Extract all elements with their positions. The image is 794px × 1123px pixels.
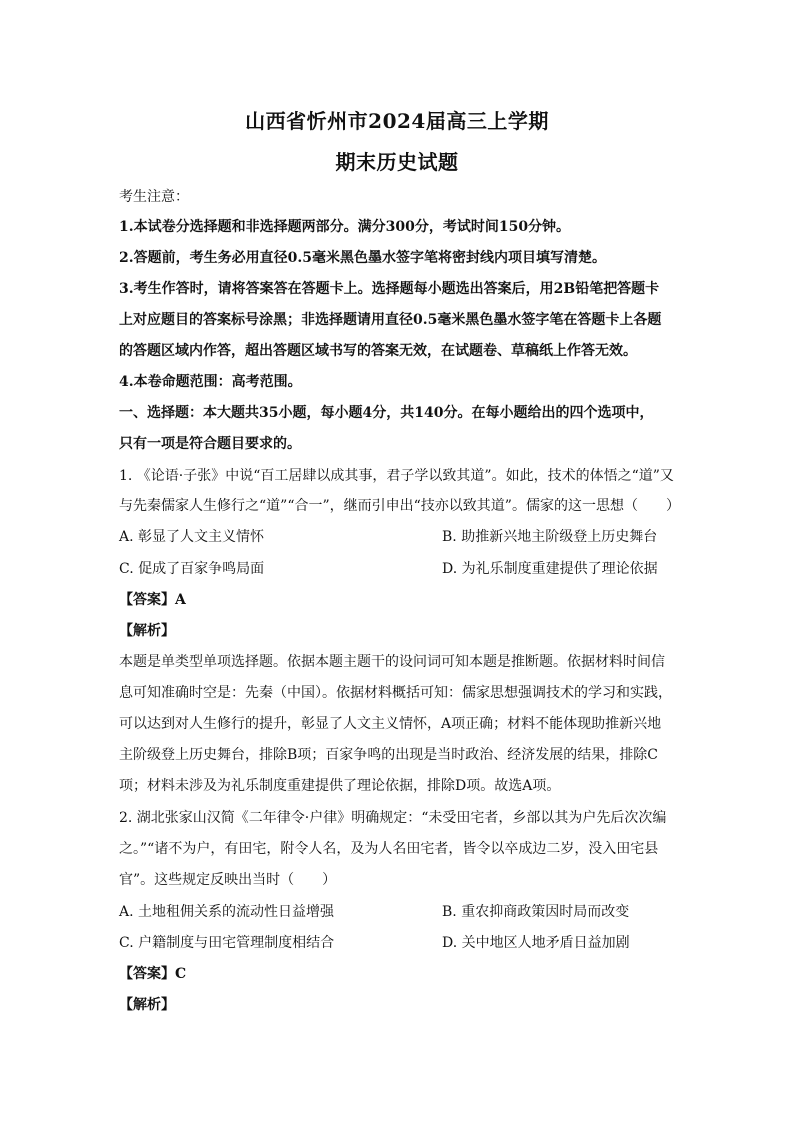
question-1-analysis-line: 本题是单类型单项选择题。依据本题主题干的设问词可知本题是推断题。依据材料时间信 bbox=[119, 654, 665, 670]
question-1-answer: 【答案】A bbox=[119, 592, 186, 608]
question-1-option-c: C. 促成了百家争鸣局面 bbox=[119, 561, 265, 577]
notice-item: 1.本试卷分选择题和非选择题两部分。满分300分，考试时间150分钟。 bbox=[119, 219, 571, 235]
question-1-stem: 1. 《论语·子张》中说“百工居肆以成其事，君子学以致其道”。如此，技术的体悟之“道”又 bbox=[119, 468, 674, 484]
notice-item: 上对应题目的答案标号涂黑；非选择题请用直径0.5毫米黑色墨水签字笔在答题卡上各题 bbox=[119, 312, 662, 328]
question-1-analysis-line: 息可知准确时空是：先秦（中国）。依据材料概括可知：儒家思想强调技术的学习和实践， bbox=[119, 685, 672, 701]
question-2-option-b: B. 重农抑商政策因时局而改变 bbox=[442, 904, 630, 920]
document-title: 山西省忻州市2024届高三上学期 bbox=[245, 109, 549, 133]
question-1-stem-cont: 与先秦儒家人生修行之“道”“合一”，继而引申出“技亦以致其道”。儒家的这一思想（ ） bbox=[119, 498, 680, 514]
question-2-option-a: A. 土地租佣关系的流动性日益增强 bbox=[119, 904, 335, 920]
notice-item: 2.答题前，考生务必用直径0.5毫米黑色墨水签字笔将密封线内项目填写清楚。 bbox=[119, 250, 606, 266]
question-2-option-c: C. 户籍制度与田宅管理制度相结合 bbox=[119, 935, 335, 951]
question-2-option-d: D. 关中地区人地矛盾日益加剧 bbox=[442, 935, 630, 951]
section-heading-cont: 只有一项是符合题目要求的。 bbox=[119, 436, 301, 452]
notice-item: 3.考生作答时，请将答案答在答题卡上。选择题每小题选出答案后，用2B铅笔把答题卡 bbox=[119, 281, 660, 297]
question-1-analysis-label: 【解析】 bbox=[119, 623, 175, 639]
notice-heading: 考生注意： bbox=[119, 189, 189, 205]
notice-item: 的答题区域内作答，超出答题区域书写的答案无效，在试题卷、草稿纸上作答无效。 bbox=[119, 343, 637, 359]
question-2-stem: 2. 湖北张家山汉简《二年律令·户律》明确规定：“未受田宅者，乡部以其为户先后次次编 bbox=[119, 810, 667, 826]
question-2-stem-cont: 官”。这些规定反映出当时（ ） bbox=[119, 872, 337, 888]
notice-item: 4.本卷命题范围：高考范围。 bbox=[119, 374, 302, 390]
question-1-analysis-line: 可以达到对人生修行的提升，彰显了人文主义情怀，A项正确；材料不能体现助推新兴地 bbox=[119, 716, 662, 732]
document-subtitle: 期末历史试题 bbox=[335, 150, 459, 174]
question-2-answer: 【答案】C bbox=[119, 966, 187, 982]
question-1-option-d: D. 为礼乐制度重建提供了理论依据 bbox=[442, 561, 658, 577]
question-2-stem-cont: 之。”“诸不为户，有田宅，附令人名，及为人名田宅者，皆令以卒成边二岁，没入田宅县 bbox=[119, 841, 659, 857]
question-2-analysis-label: 【解析】 bbox=[119, 997, 175, 1013]
question-1-option-a: A. 彰显了人文主义情怀 bbox=[119, 529, 265, 545]
question-1-analysis-line: 主阶级登上历史舞台，排除B项；百家争鸣的出现是当时政治、经济发展的结果，排除C bbox=[119, 747, 658, 763]
question-1-analysis-line: 项；材料未涉及为礼乐制度重建提供了理论依据，排除D项。故选A项。 bbox=[119, 778, 561, 794]
question-1-option-b: B. 助推新兴地主阶级登上历史舞台 bbox=[442, 529, 658, 545]
section-heading: 一、选择题：本大题共35小题，每小题4分，共140分。在每小题给出的四个选项中， bbox=[119, 405, 654, 421]
